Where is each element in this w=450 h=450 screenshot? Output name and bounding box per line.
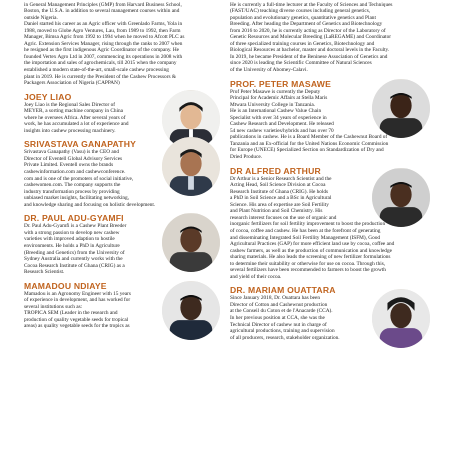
text-line: cashew farmers, as well as the production of communication and knowledge xyxy=(230,247,392,254)
text-line: work, he has accumulated a lot of experience and xyxy=(24,121,129,128)
text-line: where he oversees Africa. After several years of xyxy=(24,114,126,121)
text-line: for Europe (UNECE) Specialized Section on Standardization of Dry and xyxy=(230,147,384,154)
text-line: the importation and sales of agrochemicals, till 2015 when the company xyxy=(24,60,177,67)
text-line: from 2016 to 2020, he is currently acting as Director of the Laboratory of xyxy=(230,27,386,34)
bio-peter-masawe xyxy=(230,79,430,161)
text-line: Tanzania and an Ex-official for the United Nations Economic Commission xyxy=(230,140,389,147)
text-line: In 2019, he became President of the Beninese Association of Genetics and xyxy=(230,53,388,60)
text-line: cashewinformation.com and cashewconference. xyxy=(24,169,126,176)
text-line: Research Scientist. xyxy=(24,269,65,276)
text-line: of three specialized training courses in Genetics, Biotechnology and xyxy=(230,40,375,47)
text-line: Agric. Extension Services Manager, rising through the ranks to 2007 when xyxy=(24,40,183,47)
text-line: and knowledge sharing and focusing on holistic development. xyxy=(24,201,156,208)
text-line: Manager, Bimsa Agric from 1992 to 1994 when he moved to Afcott PLC as xyxy=(24,34,185,41)
bio-paul-adu-gyamfi xyxy=(24,213,220,275)
text-line: Dried Produce. xyxy=(230,154,263,161)
speaker-name: DR. PAUL ADU-GYAMFI xyxy=(24,213,124,224)
text-line: 54 new cashew varieties/hybrids and has over 70 xyxy=(230,127,334,134)
text-line: Mtwara University College in Tanzania. xyxy=(230,101,315,108)
text-line: Breeding. After heading the Department of Genetics and Biotechnology xyxy=(230,21,383,28)
text-line: at the Conseil du Coton et de l'Anacarde (CCA). xyxy=(230,308,333,315)
speaker-name: SRIVASTAVA GANAPATHY xyxy=(24,139,137,150)
text-line: varieties with improved adaption to hostile xyxy=(24,236,115,243)
text-line: In her previous position at CCA, she was the xyxy=(230,314,325,321)
text-line: areas) as quality vegetable seeds for the tropics as xyxy=(24,323,130,330)
text-line: and yield of their cocoa. xyxy=(230,273,282,280)
left-column xyxy=(24,0,220,330)
text-line: Acting Head, Soil Science Division at Cocoa xyxy=(230,182,326,189)
text-line: environments. He holds a PhD in Agriculture xyxy=(24,242,120,249)
speaker-photo xyxy=(162,137,220,196)
speaker-name: PROF. PETER MASAWE xyxy=(230,78,332,89)
text-line: Research Institute of Ghana (CRIG). He holds xyxy=(230,188,329,195)
text-line: he resigned as the first indigenous Agric Coordinator of the company. He xyxy=(24,47,179,54)
text-line: Technical Director of cashew nut in charge of xyxy=(230,321,327,328)
speaker-photo xyxy=(372,168,430,227)
text-line: with a strong passion to develop new cashew xyxy=(24,229,120,236)
text-line: Packagers Association of Nigeria (CAPPAN) xyxy=(24,80,120,87)
speaker-photo xyxy=(162,281,220,340)
text-line: (Breeding and Genetics) from the University of xyxy=(24,249,125,256)
text-line: of experience in development, and has worked for xyxy=(24,297,131,304)
text-line: Agricultural Practices (GAP) for more efficient land use by cocoa, coffee and xyxy=(230,241,395,248)
text-line: Science. His area of expertise are Soil Fertility xyxy=(230,201,329,208)
text-line: publications in cashew. He is a Board Member of the Cashewnut Board of xyxy=(230,134,388,141)
text-line: agricultural productions, training and supervision xyxy=(230,328,335,335)
bio-srivastava-ganapathy xyxy=(24,139,220,208)
text-line: of all producers, research, stakeholder organization. xyxy=(230,334,340,341)
text-line: research interest focuses on the use of organic and xyxy=(230,214,337,221)
text-line: Since January 2018, Dr. Ouattara has been xyxy=(230,295,321,302)
speaker-name: JOEY LIAO xyxy=(24,91,72,102)
text-line: of the University of Abomey-Calavi. xyxy=(230,67,308,74)
bio-joey-liao xyxy=(24,92,220,135)
bio-mariam-ouattara xyxy=(230,285,430,341)
text-line: Dr Arthur is a Senior Research Scientist and the xyxy=(230,175,332,182)
text-line: since 2020 is leading the Scientific Committee of Natural Sciences xyxy=(230,60,372,67)
text-line: to determine their suitability or otherwise for use on cocoa. Through this, xyxy=(230,260,386,267)
text-line: a PhD in Soil Science and a BSc in Agricultural xyxy=(230,195,332,202)
text-line: several institutions such as: xyxy=(24,303,83,310)
text-line: Dr. Paul Adu-Gyamfi is a Cashew Plant Breeder xyxy=(24,223,127,230)
text-line: com and is one of the promoters of social initiative, xyxy=(24,175,134,182)
text-line: population and evolutionary genetics, quantitative genetics and Plant xyxy=(230,14,376,21)
speaker-name: DR. MARIAM OUATTARA xyxy=(230,285,336,296)
text-line: TROPICA SEM (Leader in the research and xyxy=(24,310,118,317)
text-line: unbiased market insights, facilitating networking, xyxy=(24,195,130,202)
text-line: Prof Peter Masawe is currently the Deputy xyxy=(230,88,321,95)
text-line: sharing materials. He also leads the screening of new fertilizer formulations xyxy=(230,254,391,261)
text-line: cashewomen.com. The company supports the xyxy=(24,182,121,189)
text-line: Principal for Academic Affairs at Stella Maris xyxy=(230,95,328,102)
text-line: He is currently a full-time lecturer at the Faculty of Sciences and Techniques xyxy=(230,1,393,8)
text-line: He is an International Cashew Value Chain xyxy=(230,108,322,115)
text-line: Director of Eventell Global Advisory Services xyxy=(24,155,123,162)
text-line: industry transformation process by providing xyxy=(24,188,120,195)
text-line: Specialist with over 34 years of experience in xyxy=(230,114,327,121)
text-line: Srivastava Ganapathy (Vasu) is the CEO and xyxy=(24,149,120,156)
text-line: Daniel started his career as an Agric officer with Greenlado Farms, Yola in xyxy=(24,21,183,28)
text-line: Joey Liao is the Regional Sales Director of xyxy=(24,101,116,108)
text-line: 1988, moved to Globe Agro Ventures, Lau, from 1989 to 1992, then Farm xyxy=(24,27,181,34)
text-line: Biological Resources at bachelor, master and doctoral levels in the Faculty. xyxy=(230,47,390,54)
text-line: Mamadou is an Agronomy Engineer with 15 years xyxy=(24,290,131,297)
bio-mamadou-ndiaye xyxy=(24,281,220,330)
text-line: several fertilizers have been recommended to farmers to boost the growth xyxy=(230,267,386,274)
text-line: insights into cashew processing machinery. xyxy=(24,127,116,134)
text-line: inorganic fertilizers for soil fertility improvement to boost the production xyxy=(230,221,386,228)
text-line: Cashew Research and Development. He released xyxy=(230,121,334,128)
text-line: in General Management Principles (GMP) from Harvard Business School, xyxy=(24,1,182,8)
text-line: and Plant Nutrition and Soil Chemistry. His xyxy=(230,208,323,215)
text-line: Private Limited. Eventell owns the brands xyxy=(24,162,114,169)
text-line: MEYER, a sorting machine company in China xyxy=(24,108,124,115)
right-column xyxy=(230,0,430,341)
text-line: Sydney Australia and currently works with the xyxy=(24,256,123,263)
bio-alfred-arthur xyxy=(230,166,430,281)
intro-continuation xyxy=(230,0,430,74)
text-line: of cocoa, coffee and cashew. He has been at the forefront of generating xyxy=(230,227,381,234)
text-line: (FAST/UAC) teaching diverse courses including general genetics, xyxy=(230,8,371,15)
text-line: Director of Cotton and Cashewnut production xyxy=(230,301,328,308)
text-line: established a modern state-of-the-art, small-scale cashew processing xyxy=(24,67,169,74)
text-line: Boston, the U.S.A. in addition to several management courses within and xyxy=(24,8,180,15)
text-line: and disseminating Integrated Soil Fertility Management (ISFM), Good xyxy=(230,234,381,241)
text-line: plant in 2019. He is currently the President of the Cashew Processors & xyxy=(24,73,176,80)
intro-continuation xyxy=(24,0,220,87)
text-line: production of quality vegetable seeds for tropical xyxy=(24,316,129,323)
text-line: Genetic Resources and Molecular Breeding (LaREGAME) and Coordinator xyxy=(230,34,392,41)
text-line: outside Nigeria. xyxy=(24,14,58,21)
speaker-photo xyxy=(372,289,430,348)
speaker-name: DR ALFRED ARTHUR xyxy=(230,165,321,176)
speaker-photo xyxy=(372,79,430,138)
text-line: Cocoa Research Institute of Ghana (CRIG) as a xyxy=(24,262,125,269)
speaker-name: MAMADOU NDIAYE xyxy=(24,280,107,291)
speaker-photo xyxy=(162,213,220,272)
text-line: founded Vertex Agro Ltd in 2007, commencing its operations in 2008 with xyxy=(24,53,183,60)
